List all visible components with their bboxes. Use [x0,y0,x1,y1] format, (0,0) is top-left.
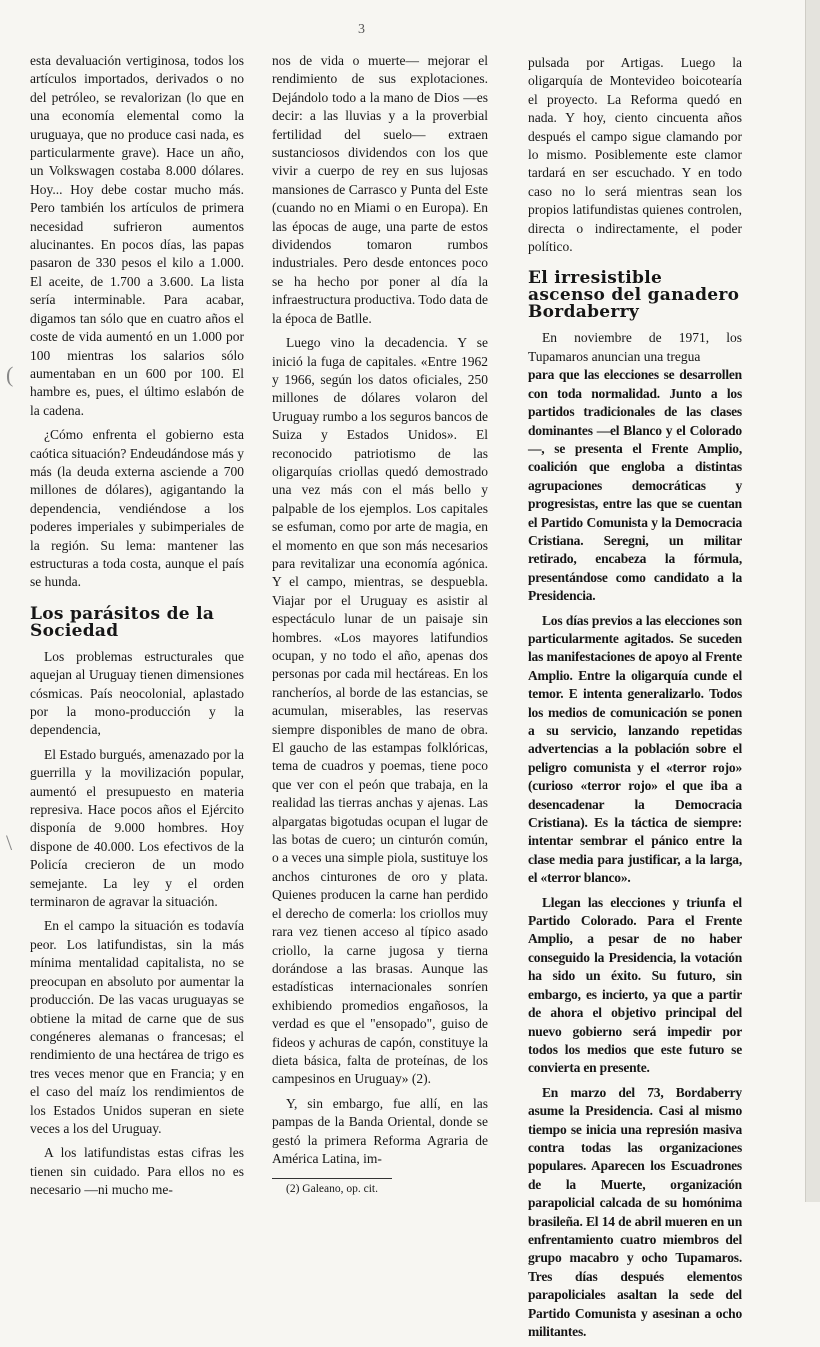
margin-mark: \ [6,830,13,855]
paragraph: esta devaluación vertiginosa, todos los artículos importados, derivados o no del petróleo, se revalorizan (lo que en una economía elemental como la uruguaya, que no produce casi nada, es particularmente grave). Hace un año, un Volkswagen costaba 8.000 dólares. Hoy... Hoy debe costar mucho más. Pero también los artículos de primera necesidad sufrieron aumentos alucinantes. En pocos días, las papas pasaron de 330 pesos el kilo a 1.000. El aceite, de 1.700 a 3.600. La lista sería interminable. Para acabar, digamos tan sólo que en cuatro años el coste de vida aumentó en un 1.000 por 100 mientras los salarios sólo aumentaban en un 600 por 100. El hambre es, pues, el último eslabón de la cadena. [30,53,244,418]
footnote-rule [272,1178,392,1179]
paragraph: Los problemas estructurales que aquejan al Uruguay tienen dimensiones cósmicas. País neocolonial, aplastado por la mono-producción y la dependencia, [30,648,244,738]
paragraph: El Estado burgués, amenazado por la guerrilla y la movilización popular, aumentó el presupuesto en materia represiva. Hace pocos años el Ejército disponía de 9.000 hombres. Hoy dispone de 40.000. Los efectivos de la Policía crecieron de un modo semejante. La ley y el orden terminaron de agravar la situación. [30,746,244,910]
section-heading: Los parásitos de la Sociedad [30,603,215,641]
paragraph: ¿Cómo enfrenta el gobierno esta caótica situación? Endeudándose más y más (la deuda externa asciende a 700 millones de dólares), agigantando la dependencia, vendiéndose a los poderes imperiales y subimperiales de la región. Su lema: mantener las estructuras a toda costa, aunque el país se hunda. [30,427,244,590]
column-2 [272,52,488,1202]
paragraph: pulsada por Artigas. Luego la oligarquía de Montevideo boicotearía el proyecto. La Reforma quedó en nada. Y hoy, ciento cincuenta años después el campo sigue clamando por lo mismo. Posiblemente este clamor tardará en ser escuchado. Y en todo caso no lo será mientras sean los propios latifundistas quienes controlen, directa o indirectamente, el poder político. [528,55,742,255]
paragraph: Llegan las elecciones y triunfa el Partido Colorado. Para el Frente Amplio, a pesar de no haber conseguido la Presidencia, la votación ha sido un éxito. Su futuro, sin embargo, es incierto, ya que a partir de ahora el objetivo principal del nuevo gobierno será impedir por todos los medios que este futuro se convierta en presente. [528,894,742,1076]
footnote: (2) Galeano, op. cit. [286,1183,378,1196]
section-heading: El irresistible ascenso del ganadero Bordaberry [528,268,740,323]
paragraph: En noviembre de 1971, los Tupamaros anuncian una tregua [528,330,742,364]
paragraph: En marzo del 73, Bordaberry asume la Presidencia. Casi al mismo tiempo se inicia una represión masiva contra todas las organizaciones populares. Aparecen los Escuadrones de la Muerte, organización parapolicial calcada de su homónima brasileña. El 14 de abril mueren en un enfrentamiento cuatro miembros del grupo macabro y ocho Tupamaros. Tres días después elementos parapoliciales asaltan la sede del Partido Comunista y asesinan a ocho militantes. [528,1084,742,1339]
page-number: 3 [358,22,365,37]
paragraph: En el campo la situación es todavía peor. Los latifundistas, sin la más mínima mentalidad capitalista, no se preocupan en absoluto por aumentar la producción. De las vacas uruguayas se obtiene la mitad de carne que de sus congéneres alemanas o francesas; el rendimiento de una hectárea de trigo es tres veces menor que en Francia; y en el caso del maíz los rendimientos de los Estados Unidos superan en siete veces a los del Uruguay. [30,918,244,1136]
paragraph: para que las elecciones se desarrollen con toda normalidad. Junto a los partidos tradicionales de las clases dominantes —el Blanco y el Colorado—, se presenta el Frente Amplio, coalición que engloba a distintas agrupaciones democráticas y progresistas, entre las que se cuentan el Partido Comunista y la Democracia Cristiana. Seregni, un militar retirado, encabeza la fórmula, presentándose como candidato a la Presidencia. [528,367,742,604]
paragraph: nos de vida o muerte— mejorar el rendimiento de sus explotaciones. Dejándolo todo a la mano de Dios —es decir: a las lluvias y a la proverbial fertilidad del suelo— extraen sustanciosos dividendos con los que vivir a cuerpo de rey en sus lujosas mansiones de Carrasco y Punta del Este (cuando no en Miami o en Europa). En las épocas de auge, una parte de estos dividendos tomaron rumbos industriales. Pero desde entonces poco se ha hecho por poner al día la infraestructura productiva. Todo data de la época de Batlle. [272,53,488,326]
paragraph: Los días previos a las elecciones son particularmente agitados. Se suceden las manifestaciones de apoyo al Frente Amplio. Entre la oligarquía cunde el temor. E intenta generalizarlo. Todos los medios de comunicación se ponen a su servicio, lanzando repetidas advertencias a la población sobre el peligro comunista y el «terror rojo» (curioso «terror rojo» el que iba a desencadenar la Democracia Cristiana). Es la táctica de siempre: intentar sembrar el pánico entre la clase media para justificar, a la larga, el «terror blanco». [528,612,742,886]
column-3 [528,54,742,1347]
margin-mark: ( [6,362,14,387]
column-1 [30,52,244,1206]
paragraph: Y, sin embargo, fue allí, en las pampas de la Banda Oriental, donde se gestó la primera Reforma Agraria de América Latina, im- [272,1095,488,1166]
page-edge [805,0,820,1202]
paragraph: A los latifundistas estas cifras les tienen sin cuidado. Para ellos no es necesario —ni mucho me- [30,1145,244,1198]
paragraph: Luego vino la decadencia. Y se inició la fuga de capitales. «Entre 1962 y 1966, según los datos oficiales, 250 millones de dólares volaron del Uruguay rumbo a los seguros bancos de Suiza y Estados Unidos». El reconocido patriotismo de las oligarquías criollas quedó demostrado una vez más con el más bello y palpable de los ejemplos. Los capitales se esfuman, como por arte de magia, en el momento en que son más necesarios para revitalizar una economía agónica. Y el campo, mientras, se despuebla. Viajar por el Uruguay es asistir al espectáculo lunar de un paisaje sin hombres. «Los mayores latifundios ocupan, y no todo el año, apenas dos personas por cada mil hectáreas. En los rancheríos, al borde de las estancias, se acumulan, miserables, las reservas siempre disponibles de mano de obra. El gaucho de las estampas folklóricas, tema de cuadros y poemas, tiene poco que ver con el peón que trabaja, en la realidad las tierras anchas y ajenas. Las alpargatas bigotudas ocupan el lugar de las botas de cuero; un cinturón común, o a veces una simple piola, sustituye los anchos cinturones de oro y plata. Quienes producen la carne han perdido el derecho de comerla: los criollos muy rara vez tienen acceso al típico asado criollo, la carne jugosa y tierna dorándose a las brasas. Aunque las estadísticas internacionales sonríen exhibiendo promedios engañosos, la verdad es que el "ensopado", guiso de fideos y achuras de capón, constituye la dieta básica, falta de proteínas, de los campesinos en Uruguay» (2). [272,335,488,1087]
